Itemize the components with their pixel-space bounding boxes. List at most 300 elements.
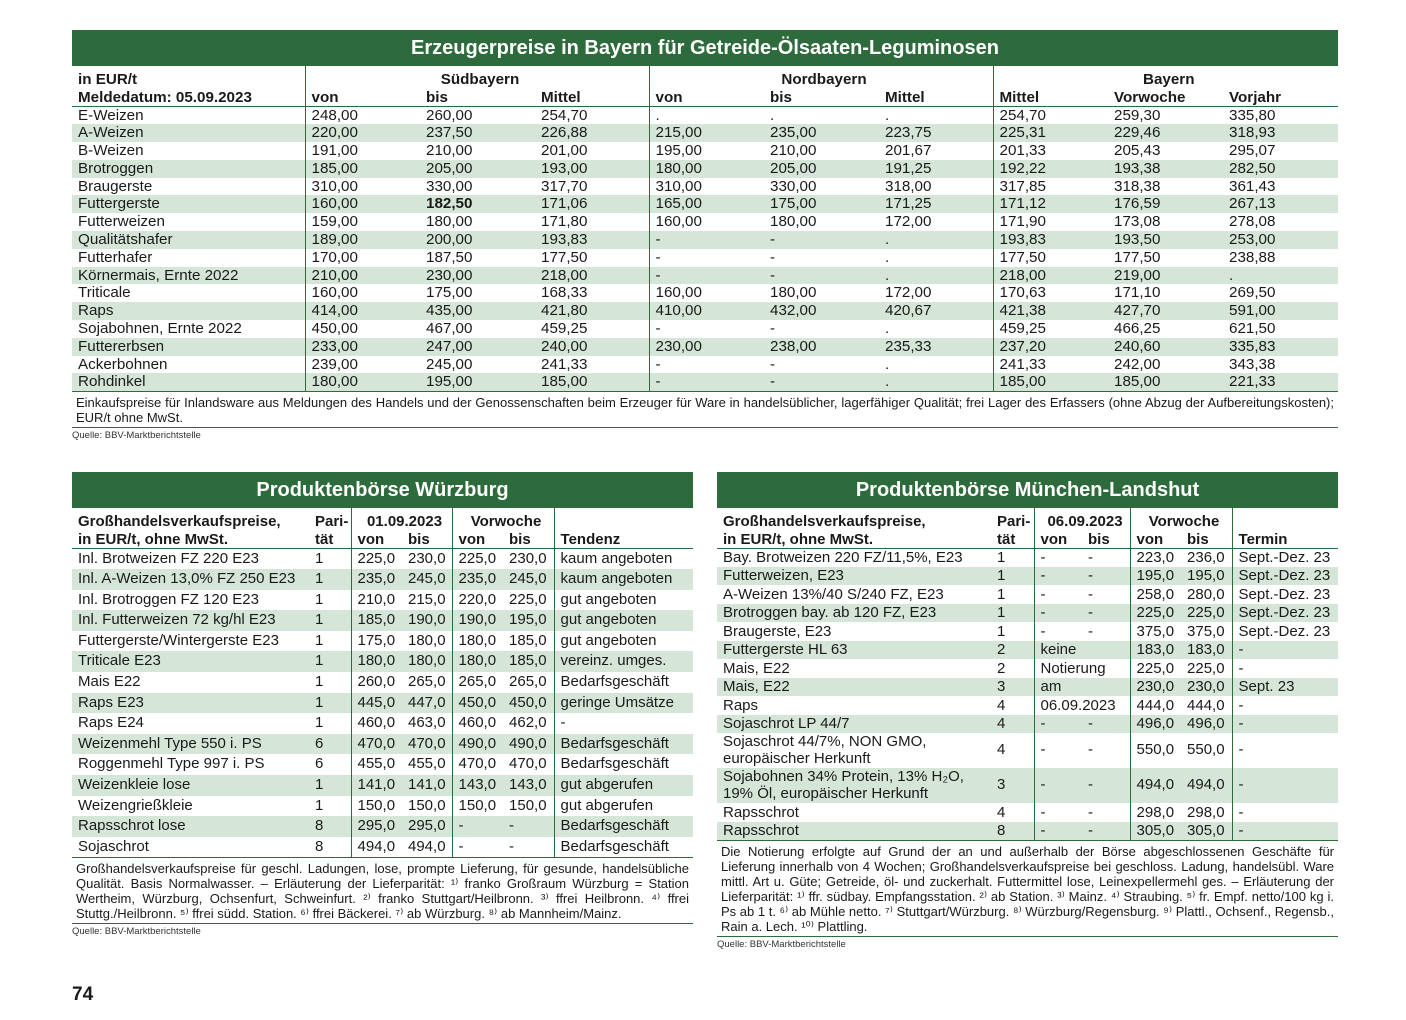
table-cell xyxy=(1082,641,1130,660)
muenchen-rows xyxy=(717,548,1338,840)
table-cell: - xyxy=(770,320,776,338)
table-cell: 190,0 xyxy=(402,610,452,631)
table-cell: 265,0 xyxy=(402,672,452,693)
table-cell: Sept.-Dez. 23 xyxy=(1232,567,1338,586)
table-cell: 171,12 xyxy=(993,195,1108,213)
col-header: von xyxy=(305,88,420,106)
table-cell: - xyxy=(503,816,554,837)
table-row xyxy=(72,816,693,837)
table-cell: 4 xyxy=(991,733,1034,768)
table-cell: 318,93 xyxy=(1223,124,1338,142)
table-cell: - xyxy=(1040,549,1046,566)
table-row xyxy=(72,631,693,652)
table-cell: 171,25 xyxy=(879,195,993,213)
table-row xyxy=(72,734,693,755)
table-cell: 175,0 xyxy=(357,631,396,649)
table-cell: 180,0 xyxy=(458,631,497,649)
row-label: Triticale xyxy=(72,284,305,302)
table-row xyxy=(717,585,1338,604)
table-cell: Bedarfsgeschäft xyxy=(554,837,693,858)
table-cell: 240,60 xyxy=(1108,338,1223,356)
table-cell: 193,38 xyxy=(1108,160,1223,178)
table-cell: 237,20 xyxy=(993,338,1108,356)
table-cell: 470,0 xyxy=(458,755,497,773)
table-cell: Bedarfsgeschäft xyxy=(560,755,669,773)
table-cell: am xyxy=(1034,678,1082,697)
table-cell: 180,0 xyxy=(402,651,452,672)
col-header: bis xyxy=(402,530,452,548)
table-row xyxy=(72,672,693,693)
col-header: bis xyxy=(1181,530,1232,548)
table-cell: 210,0 xyxy=(357,590,396,608)
table-cell: 150,0 xyxy=(503,796,554,817)
table-cell: - xyxy=(770,355,776,373)
table-cell: 185,00 xyxy=(535,373,649,391)
table-cell: 183,0 xyxy=(1181,641,1232,660)
table-cell: . xyxy=(879,231,993,249)
row-label: Mais, E22 xyxy=(717,678,991,697)
table-cell: 175,00 xyxy=(764,195,879,213)
table-cell: 462,0 xyxy=(503,713,554,734)
table-cell: - xyxy=(503,837,554,858)
table-cell: . xyxy=(879,106,993,124)
table-cell: 235,00 xyxy=(764,124,879,142)
table-cell: 177,50 xyxy=(1114,248,1161,266)
table-cell: gut angeboten xyxy=(560,590,657,608)
wuerzburg-note: Großhandelsverkaufspreise für geschl. Ladungen, lose, prompte Lieferung, für gesunde, handelsübliche Qualität. Basis Normalwasser. – Erläuterung der Lieferparität: ¹⁾ franko Großraum Würzburg = Station Wertheim, Würzburg, Ochsenfurt, Schweinfurt. ²⁾ franko Stuttgart/Heilbronn. ³⁾ ffrei Heilbronn. ⁴⁾ ffrei Stuttg./Heilbronn. ⁵⁾ ffrei südd. Station. ⁶⁾ ffrei Bäckerei. ⁷⁾ ab Würzburg. ⁸⁾ ab Mannheim/Mainz. xyxy=(72,858,693,924)
table-cell: vereinz. umges. xyxy=(554,651,693,672)
table-cell: 229,46 xyxy=(1108,124,1223,142)
col-header: bis xyxy=(764,88,879,106)
table-cell: 230,0 xyxy=(402,548,452,569)
table-cell: Sept.-Dez. 23 xyxy=(1232,604,1338,623)
table-cell: 230,0 xyxy=(503,548,554,569)
table-cell: 226,88 xyxy=(535,124,649,142)
table-cell: 1 xyxy=(991,622,1034,641)
table-cell: 496,0 xyxy=(1130,715,1181,734)
table-cell: - xyxy=(1238,803,1244,821)
table-cell: - xyxy=(560,714,566,732)
table-row xyxy=(72,610,693,631)
table-cell: 295,0 xyxy=(402,816,452,837)
table-row xyxy=(717,822,1338,841)
table-cell: - xyxy=(1238,741,1244,759)
table-cell: 233,00 xyxy=(305,338,420,356)
muenchen-prev: Vorwoche xyxy=(1130,508,1232,530)
table-cell: 192,22 xyxy=(993,160,1108,178)
table-cell: 180,00 xyxy=(770,284,817,302)
table-cell: 193,50 xyxy=(1108,231,1223,249)
table-cell: 218,00 xyxy=(993,267,1108,285)
table-cell: keine xyxy=(1034,641,1082,660)
table-cell: 180,0 xyxy=(402,631,452,652)
table-cell: 238,88 xyxy=(1229,248,1276,266)
muenchen-head1: Großhandelsverkaufspreise, xyxy=(723,513,926,530)
table-cell: gut angeboten xyxy=(554,610,693,631)
table-cell: - xyxy=(1232,715,1338,734)
table-cell: 318,38 xyxy=(1114,177,1161,195)
table-cell: Sept.-Dez. 23 xyxy=(1238,549,1331,566)
table-cell: 171,90 xyxy=(999,213,1046,231)
table-cell: 185,00 xyxy=(305,160,420,178)
table-cell: 470,0 xyxy=(503,754,554,775)
table-cell: 201,67 xyxy=(879,142,993,160)
table-cell: 230,0 xyxy=(1130,678,1181,697)
table-cell: - xyxy=(1232,822,1338,841)
table-cell: 6 xyxy=(309,754,351,775)
table-cell: 269,50 xyxy=(1229,284,1276,302)
muenchen-source: Quelle: BBV-Marktberichtstelle xyxy=(717,938,846,950)
table-row xyxy=(72,302,1338,320)
table-cell: 160,00 xyxy=(311,284,358,302)
table-cell: 235,33 xyxy=(879,338,993,356)
row-label: Futterhafer xyxy=(72,249,305,267)
table-cell: 150,0 xyxy=(357,796,396,814)
table-cell: 225,0 xyxy=(503,590,554,611)
table-cell: 176,59 xyxy=(1108,195,1223,213)
wuerzburg-prev: Vorwoche xyxy=(452,508,554,530)
row-label: Raps xyxy=(72,302,305,320)
table-cell: 193,83 xyxy=(535,231,649,249)
table-cell: 218,00 xyxy=(535,267,649,285)
table-cell: 295,07 xyxy=(1229,142,1276,160)
muenchen-head2: in EUR/t, ohne MwSt. xyxy=(717,530,991,548)
table-cell: 310,00 xyxy=(311,177,358,195)
table-cell: 450,00 xyxy=(311,320,358,338)
table-cell: - xyxy=(1238,696,1244,714)
table-cell: 254,70 xyxy=(999,106,1046,124)
table-cell: 225,0 xyxy=(1181,659,1232,678)
table-cell: 1 xyxy=(309,651,351,672)
table-cell: 195,0 xyxy=(503,610,554,631)
table-cell: - xyxy=(1034,567,1082,586)
row-label: Weizengrießkleie xyxy=(78,796,193,814)
table-cell: 160,00 xyxy=(655,284,702,302)
table-cell: 225,0 xyxy=(458,549,497,567)
table-cell: 141,0 xyxy=(351,775,402,796)
table-cell: 459,25 xyxy=(535,320,649,338)
blank-header xyxy=(554,508,693,530)
table-cell: 173,08 xyxy=(1114,213,1161,231)
row-label: Rohdinkel xyxy=(72,373,305,391)
table-row xyxy=(717,678,1338,697)
table-cell: 180,00 xyxy=(770,213,817,231)
row-label: Inl. Brotroggen FZ 120 E23 xyxy=(78,590,259,608)
col-header: Mittel xyxy=(993,88,1108,106)
row-label: Futterweizen xyxy=(72,213,305,231)
row-label: Rapsschrot xyxy=(723,803,799,821)
table-cell: 239,00 xyxy=(311,355,358,373)
row-label: A-Weizen xyxy=(72,124,305,142)
table-cell: 621,50 xyxy=(1229,320,1276,338)
table-cell: 414,00 xyxy=(305,302,420,320)
row-label: Inl. Futterweizen 72 kg/hl E23 xyxy=(72,610,309,631)
row-label: Brotroggen xyxy=(72,160,305,178)
table-cell: - xyxy=(1034,604,1082,623)
table-cell: . xyxy=(879,356,993,374)
wuerzburg-head1: Großhandelsverkaufspreise, xyxy=(78,513,281,530)
table-cell: geringe Umsätze xyxy=(554,693,693,714)
table-cell: 432,00 xyxy=(764,302,879,320)
table-cell: 175,00 xyxy=(426,284,473,302)
table-cell: gut abgerufen xyxy=(554,775,693,796)
table-row xyxy=(717,733,1338,768)
table-cell: - xyxy=(1040,585,1046,603)
muenchen-panel xyxy=(717,472,1338,950)
table-cell: 180,00 xyxy=(649,160,764,178)
table-cell: - xyxy=(452,816,503,837)
table-row xyxy=(72,249,1338,267)
table-row xyxy=(72,284,1338,302)
table-cell: - xyxy=(1082,622,1130,641)
producer-prices-panel xyxy=(72,30,1338,441)
table-cell: 235,0 xyxy=(351,569,402,590)
table-cell: 171,80 xyxy=(535,213,649,231)
table-row xyxy=(717,567,1338,586)
table-cell: Bedarfsgeschäft xyxy=(554,734,693,755)
col-header: Mittel xyxy=(879,88,993,106)
table-row xyxy=(717,696,1338,715)
table-cell: - xyxy=(1040,622,1046,640)
table-cell: 435,00 xyxy=(420,302,535,320)
table-row xyxy=(72,569,693,590)
table-cell: 185,0 xyxy=(503,631,554,652)
table-cell: 494,0 xyxy=(1181,768,1232,803)
table-cell: 1 xyxy=(309,610,351,631)
table-cell: 318,00 xyxy=(879,178,993,196)
table-cell: - xyxy=(1040,803,1046,821)
table-cell: 141,0 xyxy=(402,775,452,796)
producer-prices-note: Einkaufspreise für Inlandsware aus Meldungen des Handels und der Genossenschaften beim Erzeuger für Ware in handelsüblicher, lagerfähiger Qualität; frei Lager des Erfassers (ohne Abzug der Aufbereitungskosten); EUR/t ohne MwSt. xyxy=(72,392,1338,428)
table-cell: Notierung xyxy=(1040,659,1106,677)
table-cell: 260,00 xyxy=(426,106,473,124)
table-cell: 450,0 xyxy=(503,693,554,714)
table-cell: 210,00 xyxy=(770,142,817,160)
table-cell: - xyxy=(1082,567,1130,586)
table-cell: 223,75 xyxy=(879,124,993,142)
table-cell: 193,00 xyxy=(535,160,649,178)
group-bayern: Bayern xyxy=(1143,71,1195,88)
table-cell: 172,00 xyxy=(879,284,993,302)
row-label: Raps xyxy=(723,696,759,714)
table-cell: - xyxy=(649,267,764,285)
table-cell: 317,85 xyxy=(999,177,1046,195)
table-cell: 1 xyxy=(309,775,351,796)
table-cell: 201,00 xyxy=(535,142,649,160)
table-cell: 165,00 xyxy=(649,195,764,213)
table-cell: 444,0 xyxy=(1181,696,1232,715)
table-cell: 221,33 xyxy=(1223,373,1338,391)
table-cell: 494,0 xyxy=(1130,768,1181,803)
wuerzburg-source: Quelle: BBV-Marktberichtstelle xyxy=(72,926,201,938)
table-row xyxy=(717,768,1338,803)
col-header: Mittel xyxy=(535,88,649,106)
table-cell: 223,0 xyxy=(1136,549,1175,566)
table-cell: 4 xyxy=(991,696,1034,715)
producer-prices-rows xyxy=(72,106,1338,392)
table-cell: - xyxy=(764,231,879,249)
table-cell: - xyxy=(1082,803,1130,822)
table-cell: . xyxy=(655,106,660,124)
table-cell: - xyxy=(1232,768,1338,803)
col-header: Termin xyxy=(1232,530,1338,548)
table-cell: 445,0 xyxy=(351,693,402,714)
table-cell: 187,50 xyxy=(426,248,473,266)
table-cell: 182,50 xyxy=(420,195,535,213)
table-row xyxy=(72,213,1338,231)
row-label: Brotroggen bay. ab 120 FZ, E23 xyxy=(717,604,991,623)
table-cell: 421,38 xyxy=(993,302,1108,320)
table-cell: 171,06 xyxy=(535,195,649,213)
table-cell: 361,43 xyxy=(1229,177,1276,195)
table-cell: 421,80 xyxy=(535,302,649,320)
table-cell: 245,0 xyxy=(503,569,554,590)
table-cell: 210,00 xyxy=(305,267,420,285)
table-cell: 265,0 xyxy=(503,672,554,693)
table-cell: 190,0 xyxy=(452,610,503,631)
table-cell: Bedarfsgeschäft xyxy=(554,816,693,837)
table-cell: 225,0 xyxy=(1136,659,1175,677)
table-cell: - xyxy=(764,373,879,391)
table-row xyxy=(717,622,1338,641)
row-label: Triticale E23 xyxy=(72,651,309,672)
table-cell: 159,00 xyxy=(311,213,358,231)
table-cell: 245,00 xyxy=(426,355,473,373)
wuerzburg-parity1: Pari- xyxy=(309,508,351,530)
table-cell: 490,0 xyxy=(452,734,503,755)
row-label: Raps E23 xyxy=(72,693,309,714)
producer-prices-title: Erzeugerpreise in Bayern für Getreide-Ölsaaten-Leguminosen xyxy=(72,30,1338,66)
table-cell: 241,33 xyxy=(999,355,1046,373)
table-cell: 238,00 xyxy=(764,338,879,356)
table-cell: 466,25 xyxy=(1114,320,1161,338)
table-cell: Sept. 23 xyxy=(1232,678,1338,697)
table-cell: 1 xyxy=(309,672,351,693)
table-cell: 1 xyxy=(309,548,351,569)
table-cell: 195,0 xyxy=(1181,567,1232,586)
table-row xyxy=(717,641,1338,660)
table-cell: 180,0 xyxy=(452,651,503,672)
muenchen-note: Die Notierung erfolgte auf Grund der an und außerhalb der Börse abgeschlossenen Geschäfte für Lieferung innerhalb von 4 Wochen; Großhandelsverkaufspreise bei geschloss. Ladung, handelsübl. Ware mittl. Art u. Güte; Getreide, öl- und zuckerhalt. Futtermittel lose, Leinexpellermehl ges. – Erläuterung der Lieferparität: ¹⁾ ffr. südbay. Empfangsstation. ²⁾ ab Station. ³⁾ Mainz. ⁴⁾ Straubing. ⁵⁾ fr. Empf. netto/100 kg i. Ps ab 1 t. ⁶⁾ ab Mühle netto. ⁷⁾ Stuttgart/Würzburg. ⁸⁾ Würzburg/Regensburg. ⁹⁾ Plattl., Ochsenf., Regensb., Rain a. Lech. ¹⁰⁾ Plattling. xyxy=(717,841,1338,937)
table-cell: 282,50 xyxy=(1223,160,1338,178)
table-cell: 280,0 xyxy=(1181,585,1232,604)
table-row xyxy=(72,195,1338,213)
table-cell: 205,00 xyxy=(764,160,879,178)
wuerzburg-head2: in EUR/t, ohne MwSt. xyxy=(72,530,309,548)
table-row xyxy=(72,267,1338,285)
table-cell: 237,50 xyxy=(420,124,535,142)
wuerzburg-parity2: tät xyxy=(309,530,351,548)
table-cell: - xyxy=(1082,548,1130,567)
table-cell: 550,0 xyxy=(1181,733,1232,768)
table-cell: 225,0 xyxy=(357,549,396,567)
table-cell: - xyxy=(1034,715,1082,734)
table-row xyxy=(72,651,693,672)
table-cell: 1 xyxy=(309,590,351,611)
table-cell: 330,00 xyxy=(426,177,473,195)
table-cell: - xyxy=(1034,768,1082,803)
page-number: 74 xyxy=(72,984,94,1005)
table-cell: 1 xyxy=(309,693,351,714)
table-cell: - xyxy=(655,248,661,266)
col-header: bis xyxy=(420,88,535,106)
table-cell: 230,0 xyxy=(1181,678,1232,697)
table-cell: 4 xyxy=(991,715,1034,734)
table-cell: 245,0 xyxy=(402,569,452,590)
row-label: Inl. A-Weizen 13,0% FZ 250 E23 xyxy=(72,569,309,590)
table-row xyxy=(72,837,693,858)
table-cell: 591,00 xyxy=(1223,302,1338,320)
table-cell xyxy=(1082,678,1130,697)
table-cell: 470,0 xyxy=(351,734,402,755)
muenchen-title: Produktenbörse München-Landshut xyxy=(717,472,1338,508)
table-cell: 310,00 xyxy=(655,177,702,195)
table-cell: . xyxy=(1223,267,1338,285)
table-cell: 467,00 xyxy=(426,320,473,338)
row-label: Rapsschrot lose xyxy=(72,816,309,837)
row-label: Raps E24 xyxy=(78,714,144,732)
table-cell: 375,0 xyxy=(1181,622,1232,641)
producer-prices-table xyxy=(72,66,1338,392)
table-cell: - xyxy=(649,373,764,391)
table-cell: 8 xyxy=(309,816,351,837)
table-cell: 236,0 xyxy=(1181,548,1232,567)
row-label: Rapsschrot xyxy=(717,822,991,841)
table-cell: 258,0 xyxy=(1136,585,1175,603)
table-cell: 335,83 xyxy=(1223,338,1338,356)
table-cell: 193,83 xyxy=(993,231,1108,249)
table-row xyxy=(72,590,693,611)
row-label: Sojaschrot 44/7%, NON GMO, europäischer Herkunft xyxy=(723,733,927,767)
table-row xyxy=(72,796,693,817)
table-cell: 235,0 xyxy=(452,569,503,590)
table-cell: 550,0 xyxy=(1136,741,1175,759)
table-cell: 191,25 xyxy=(879,160,993,178)
table-cell: . xyxy=(879,373,993,391)
table-cell: Sept.-Dez. 23 xyxy=(1238,585,1331,603)
table-cell: 330,00 xyxy=(770,177,817,195)
table-cell: - xyxy=(1082,585,1130,604)
table-row xyxy=(72,106,1338,124)
table-cell: 427,70 xyxy=(1108,302,1223,320)
table-cell: 247,00 xyxy=(420,338,535,356)
table-cell: 143,0 xyxy=(503,775,554,796)
table-cell: 259,30 xyxy=(1114,106,1161,124)
table-row xyxy=(72,231,1338,249)
table-cell: 195,00 xyxy=(420,373,535,391)
muenchen-date: 06.09.2023 xyxy=(1034,508,1130,530)
row-label: Sojaschrot LP 44/7 xyxy=(717,715,991,734)
col-header: von xyxy=(1034,530,1082,548)
table-cell: 215,0 xyxy=(402,590,452,611)
row-label: Weizenmehl Type 550 i. PS xyxy=(72,734,309,755)
table-cell: 2 xyxy=(991,659,1034,678)
table-cell: 172,00 xyxy=(879,213,993,231)
table-cell: 195,0 xyxy=(1130,567,1181,586)
table-cell: 1 xyxy=(309,569,351,590)
col-header: von xyxy=(351,530,402,548)
table-row xyxy=(717,548,1338,567)
table-cell: . xyxy=(879,249,993,267)
table-cell: kaum angeboten xyxy=(554,569,693,590)
table-cell: - xyxy=(649,231,764,249)
table-cell: 240,00 xyxy=(535,338,649,356)
table-cell: 191,00 xyxy=(311,142,358,160)
table-row xyxy=(72,160,1338,178)
table-cell: 298,0 xyxy=(1181,803,1232,822)
row-label: Sojabohnen 34% Protein, 13% H₂O, 19% Öl, europäischer Herkunft xyxy=(717,768,991,803)
col-header: von xyxy=(649,88,764,106)
